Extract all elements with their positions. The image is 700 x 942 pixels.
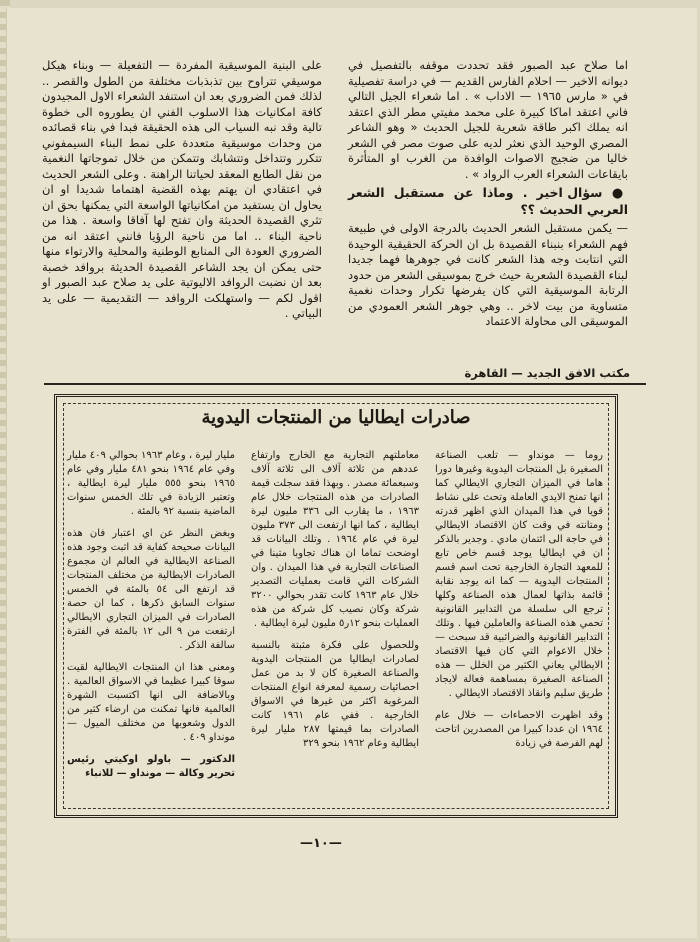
boxed-column-1 xyxy=(435,449,603,759)
article-right-column xyxy=(348,58,628,333)
article-left-column xyxy=(42,58,322,325)
page-number: —١٠— xyxy=(300,836,342,851)
section-divider xyxy=(44,383,646,385)
boxed-paragraph: معاملتهم التجارية مع الخارج وارتفاع عددهم من ثلاثة آلاف الى ثلاثة آلاف وسبعمائة مصدر . وبهذا فقد سجلت قيمة الصادرات من هذه المنتجات خلال عام ١٩٦٣ ، ما يقارب الى ٣٣٦ مليون ليرة ايطالية ، كما انها ارتفعت الى ٣٧٣ مليون ليرة في عام ١٩٦٤ . وتلك البيانات قد اوضحت تماما ان هناك تجاوبا متينا في الصناعات التجارية في هذا الميدان . وان الشركات التي قامت بعمليات التصدير خلال عام ١٩٦٣ كانت تقدر بحوالي ٣٢٠٠ شركة وكان نصيب كل شركة من هذه العمليات بنحو ١٢ر٥ مليون ليرة ايطالية . xyxy=(251,450,420,629)
boxed-article xyxy=(54,394,618,818)
question-heading: ● سؤال اخير . وماذا عن مستقبل الشعر العربي الحديث ؟؟ xyxy=(348,185,628,217)
boxed-column-3 xyxy=(67,449,235,789)
article-paragraph: على البنية الموسيقية المفردة — التفعيلة — وبناء هيكل موسيقي تتراوح بين تذبذبات مختلفة من الطول والقصر .. لذلك فمن الضروري بعد ان استنفد الشعراء الاول المجيدون كافة امكانيات هذا الاسلوب الفني ان يطوروه الى خطوة تالية وقد نبه السياب الى هذه الحقيقة فبدا في بناء قصائده من وحدات موسيقية متعددة على نمط البناء السيمفوني تتكرر وتتداخل وتتشابك وتتمكن من خلال تموجاتها النغمية من نقل الطابع المعقد لحياتنا الراهنة . وعلى الشعر الحديث في اعتقادي ان يهتم بهذه القضية اهتماما شديدا او ان يحاول ان يستفيد من امكانياتها الواسعة التي يمكنها بحق ان تثري القصيدة الحديثة وان تفتح لها آفاقا واسعة . هذا من ناحية البناء .. اما من ناحية الرؤيا فانني اعتقد انه من الضروري العودة الى المنابع الوطنية والمحلية والارتواء منها حتى يمكن ان يجد الشاعر القصيدة الحديثة بروافد خصبة بعد ان نضبت الروافد الاليوتية على يد صلاح عبد الصبور او اقول لكم — واستهلكت الروافد — التقديمية — على يد البياتي . xyxy=(42,58,322,320)
article-top xyxy=(42,58,628,358)
author-signature: الدكتور — باولو اوكيتي رئيس تحرير وكالة — مونداو — للانباء xyxy=(67,754,235,779)
article-paragraph: اما صلاح عبد الصبور فقد تحددت موقفه بالتفصيل في ديوانه الاخير — احلام الفارس القديم — في دراسة تفصيلية في « مارس ١٩٦٥ — الاداب » . اما شعراء الجيل التالي فاني اعتقد اماكا كبيرة على محمد مفيتي مطر الذي اعتقد انه يملك اكبر طاقة شعرية للجيل الحديث « وهو الشاعر المصري الوحيد الذي نعثر لديه على صوت مصر في الشعر خاليا من ضجيج الاصوات الوافدة من الغرب او المتأثرة بايقاعات الشعراء العرب الرواد » . xyxy=(348,58,628,181)
boxed-paragraph: ومعنى هذا ان المنتجات الايطالية لقيت سوقا كبيرا عظيما في الاسواق العالمية . وبالاضافة الى انها اكتسبت الشهرة العالمية فانها تمكنت من ارضاء كثير من الدول وشعوبها من مختلف الميول — مونداو ٤٠٩ . xyxy=(67,662,235,743)
bullet-icon: ● xyxy=(602,186,628,201)
boxed-paragraph: وللحصول على فكرة مثبتة بالنسبة لصادرات ايطاليا من المنتجات اليدوية والصناعة الصغيرة كان لا بد من عمل احصائيات رسمية لمعرفة انواع المنتجات المرغوبة اكثر من غيرها في الاسواق الخارجية . ففي عام ١٩٦١ كانت الصادرات بما قيمتها ٢٨٧ مليار ليرة ايطالية وعام ١٩٦٢ بنحو ٣٢٩ xyxy=(251,640,419,749)
boxed-paragraph: وبغض النظر عن اي اعتبار فان هذه البيانات صحيحة كفاية قد اثبت وجود هذه الصناعة الايطالية في العالم ان مجموع الصادرات الايطالية من مختلف المنتجات قد ارتفع الى ٥٤ بالمئة في الخمس سنوات السابق ذكرها ، كما ان حصة الصادرات في الميزان التجاري الايطالي ارتفعت من ٩ الى ١٢ بالمئة في الفترة سالفة الذكر . xyxy=(67,528,235,651)
boxed-paragraph: وقد اظهرت الاحصاءات — خلال عام ١٩٦٤ ان عددا كبيرا من المصدرين اتاحت لهم الفرصة في زيادة xyxy=(435,710,603,749)
boxed-paragraph: روما — مونداو — تلعب الصناعة الصغيرة بل المنتجات اليدوية وغيرها دورا هاما في الميزان التجاري الايطالي كما انها تمنح الايدي العاملة وتحث على نشاط قويا في هذا الميدان الذي اظهر قدرته ومتانته في وقت كان الاقتصاد الايطالي في حاجة الى ائتمان مادي . وجدير بالذكر ان في ايطاليا يوجد قسم خاص تابع للمعهد التجارة الخارجية تحت اسم قسم المنتجات اليدوية — كما انه يوجد نقابة قائمة بذاتها لعمال هذه الصناعة وكلها ترجع الى سلسلة من التدابير القانونية تحمي هذه الصناعة والعاملين فيها . وتلك التدابير القانونية والضرائبية قد سبحت — خلال الاعوام التي كان فيها الاقتصاد الايطالي يعاني الكثير من الخلل — هذه الصناعة الصغيرة بمساهمة فعالة لايجاد طريق سليم وانقاذ الاقتصاد الايطالي . xyxy=(435,450,603,699)
boxed-article-title: صادرات ايطاليا من المنتجات اليدوية xyxy=(201,407,471,428)
boxed-column-2 xyxy=(251,449,419,759)
article-paragraph: — يكمن مستقبل الشعر الحديث بالدرجة الاولى في طبيعة فهم الشعراء بنبناء القصيدة بل ان الحركة الحقيقية الوحيدة التي انتابت وجه هذا الشعر كانت في جوهرها فهما جديدا لبناء القصيدة الشعرية حيث خرج بموسيقى الشعر من حدود الرتابة الموسيقية التي كان يفرضها تكرار وحدات نغمية متساوية من بيت لاخر .. وهي جوهر الشعر العمودي من الموسيقى الى محاولة الاعتماد xyxy=(348,221,628,328)
boxed-paragraph: مليار ليرة ، وعام ١٩٦٣ بحوالي ٤٠٩ مليار وفي عام ١٩٦٤ بنحو ٤٨١ مليار وفي عام ١٩٦٥ بنحو ٥٥٥ مليار ليرة ايطالية ، وتعتبر الزيادة في تلك الخمس سنوات الماضية بنسبة ٩٢ بالمئة . xyxy=(67,450,236,517)
article-credit: مكتب الافق الجديد — القاهرة xyxy=(464,366,630,380)
